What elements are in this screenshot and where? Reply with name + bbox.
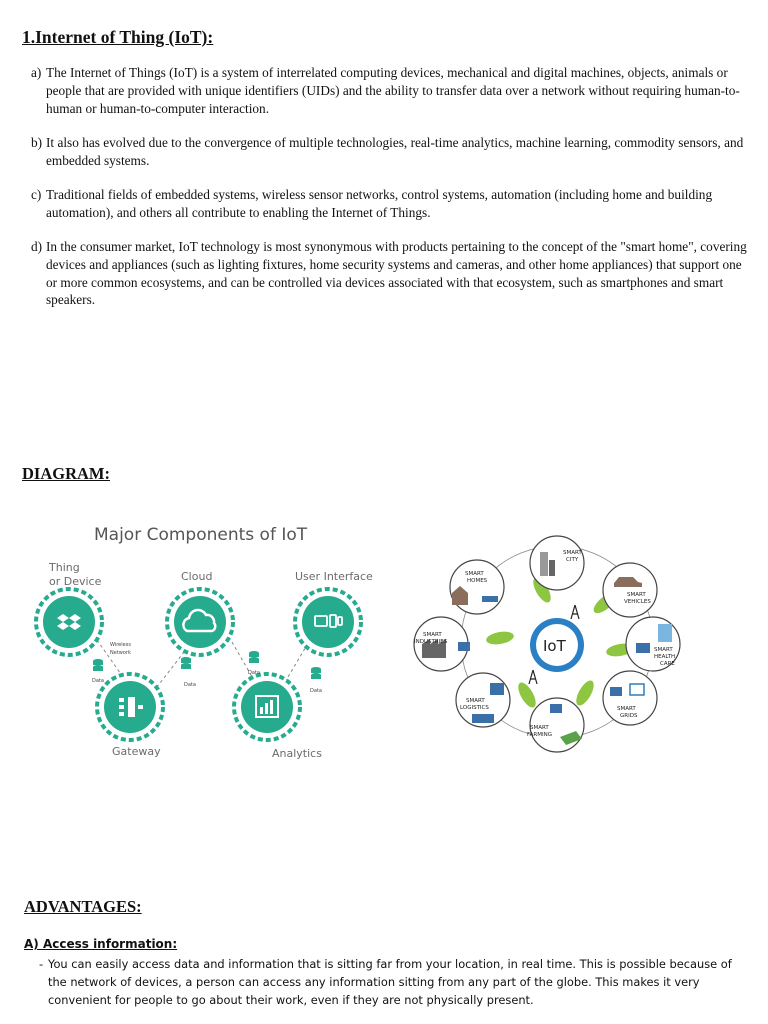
database-icon	[311, 667, 321, 679]
link-line	[153, 647, 188, 692]
node-label: SMART	[654, 647, 673, 653]
gateway-node	[97, 674, 163, 740]
node-label: VEHICLES	[624, 599, 651, 605]
smart-industries-node	[414, 617, 470, 671]
warehouse-icon	[490, 683, 504, 695]
node-label: CARE	[660, 661, 675, 667]
building-icon	[540, 552, 548, 576]
farm-icon	[550, 704, 562, 713]
database-icon	[181, 657, 191, 669]
node-label: SMART	[530, 725, 549, 731]
thing-label: or Device	[49, 575, 102, 588]
iot-components-figure	[30, 512, 380, 772]
meter-icon	[630, 684, 644, 695]
node-label: HEALTH	[654, 654, 676, 660]
list-item	[31, 134, 749, 170]
node-label: LOGISTICS	[460, 705, 489, 711]
hospital-icon	[658, 624, 672, 642]
user-interface-node	[295, 589, 361, 655]
list-text: The Internet of Things (IoT) is a system of interrelated computing devices, mechanical and digital machines, objects, animals or people that are provided with unique identifiers (UIDs) and the ability to transfer data over a network without requiring human-to-human or human-to-computer interaction.	[46, 65, 740, 116]
node-label: CITY	[566, 557, 579, 563]
analytics-node	[234, 674, 300, 740]
node-label: SMART	[627, 592, 646, 598]
data-label: Data	[92, 678, 104, 684]
smart-health-care-node	[626, 617, 680, 671]
database-icon	[93, 659, 103, 671]
list-text: It also has evolved due to the convergence of multiple technologies, real-time analytics, machine learning, commodity sensors, and embedded systems.	[46, 134, 744, 168]
thing-node	[36, 589, 102, 655]
smart-homes-node	[450, 560, 504, 614]
figure-title: Major Components of IoT	[94, 525, 308, 545]
thing-label: Thing	[49, 561, 80, 574]
list-marker: -	[39, 957, 44, 971]
node-label: INDUSTRIES	[414, 639, 448, 645]
list-item	[31, 238, 749, 309]
list-text: Traditional fields of embedded systems, wireless sensor networks, control systems, automation (including home and building automation), and others all contribute to enabling the Internet of Things.	[46, 186, 713, 220]
list-marker: c)	[31, 186, 42, 202]
node-label: SMART	[423, 632, 442, 638]
section-heading: 1.Internet of Thing (IoT):	[22, 27, 214, 47]
wireless-network-label: Network	[110, 650, 131, 656]
node-label: GRIDS	[620, 713, 638, 719]
iot-points-list	[31, 64, 749, 326]
list-marker: d)	[31, 239, 43, 255]
list-marker: b)	[31, 134, 43, 150]
iot-applications-figure	[410, 530, 760, 765]
node-label: SMART	[465, 571, 484, 577]
list-text: In the consumer market, IoT technology is most synonymous with products pertaining to the concept of the "smart home", covering devices and appliances (such as lighting fixtures, home security systems and cameras, and other home appliances) that support one or more common ecosystems, and can be controlled via devices associated with that ecosystem, such as smartphones and smart speakers.	[46, 239, 747, 308]
database-icon	[249, 651, 259, 663]
iot-center-label: IoT	[543, 637, 566, 655]
list-item	[31, 64, 749, 117]
wireless-network-label: Wireless	[110, 642, 131, 648]
cloud-label: Cloud	[181, 570, 213, 583]
node-label: HOMES	[467, 578, 488, 584]
smart-grids-node	[603, 671, 657, 725]
antenna-icon	[571, 605, 579, 619]
antenna-icon	[529, 670, 537, 684]
gateway-label: Gateway	[112, 745, 161, 758]
advantages-heading: ADVANTAGES:	[24, 897, 142, 916]
data-label: Data	[248, 670, 260, 676]
advantage-title: A) Access information:	[24, 937, 178, 951]
advantage-text: You can easily access data and information that is sitting far from your location, in real time. This is possible because of the network of devices, a person can access any information sitting from any part of the globe. This makes it very convenient for people to go about their work, even if they are not physically present.	[48, 957, 732, 1007]
advantage-item	[39, 955, 739, 1009]
data-label: Data	[184, 682, 196, 688]
list-item	[31, 186, 749, 222]
smart-city-node	[530, 536, 584, 590]
analytics-label: Analytics	[272, 747, 322, 760]
node-label: SMART	[617, 706, 636, 712]
node-label: FARMING	[527, 732, 552, 738]
node-label: SMART	[563, 550, 582, 556]
smart-logistics-node	[456, 673, 510, 727]
iot-center-node	[530, 618, 584, 672]
list-marker: a)	[31, 65, 42, 80]
node-label: SMART	[466, 698, 485, 704]
smart-farming-node	[527, 698, 584, 752]
smart-vehicles-node	[603, 563, 657, 617]
cloud-node	[167, 589, 233, 655]
diagram-heading: DIAGRAM:	[22, 464, 110, 483]
user-interface-label: User Interface	[295, 570, 373, 583]
data-label: Data	[310, 688, 322, 694]
